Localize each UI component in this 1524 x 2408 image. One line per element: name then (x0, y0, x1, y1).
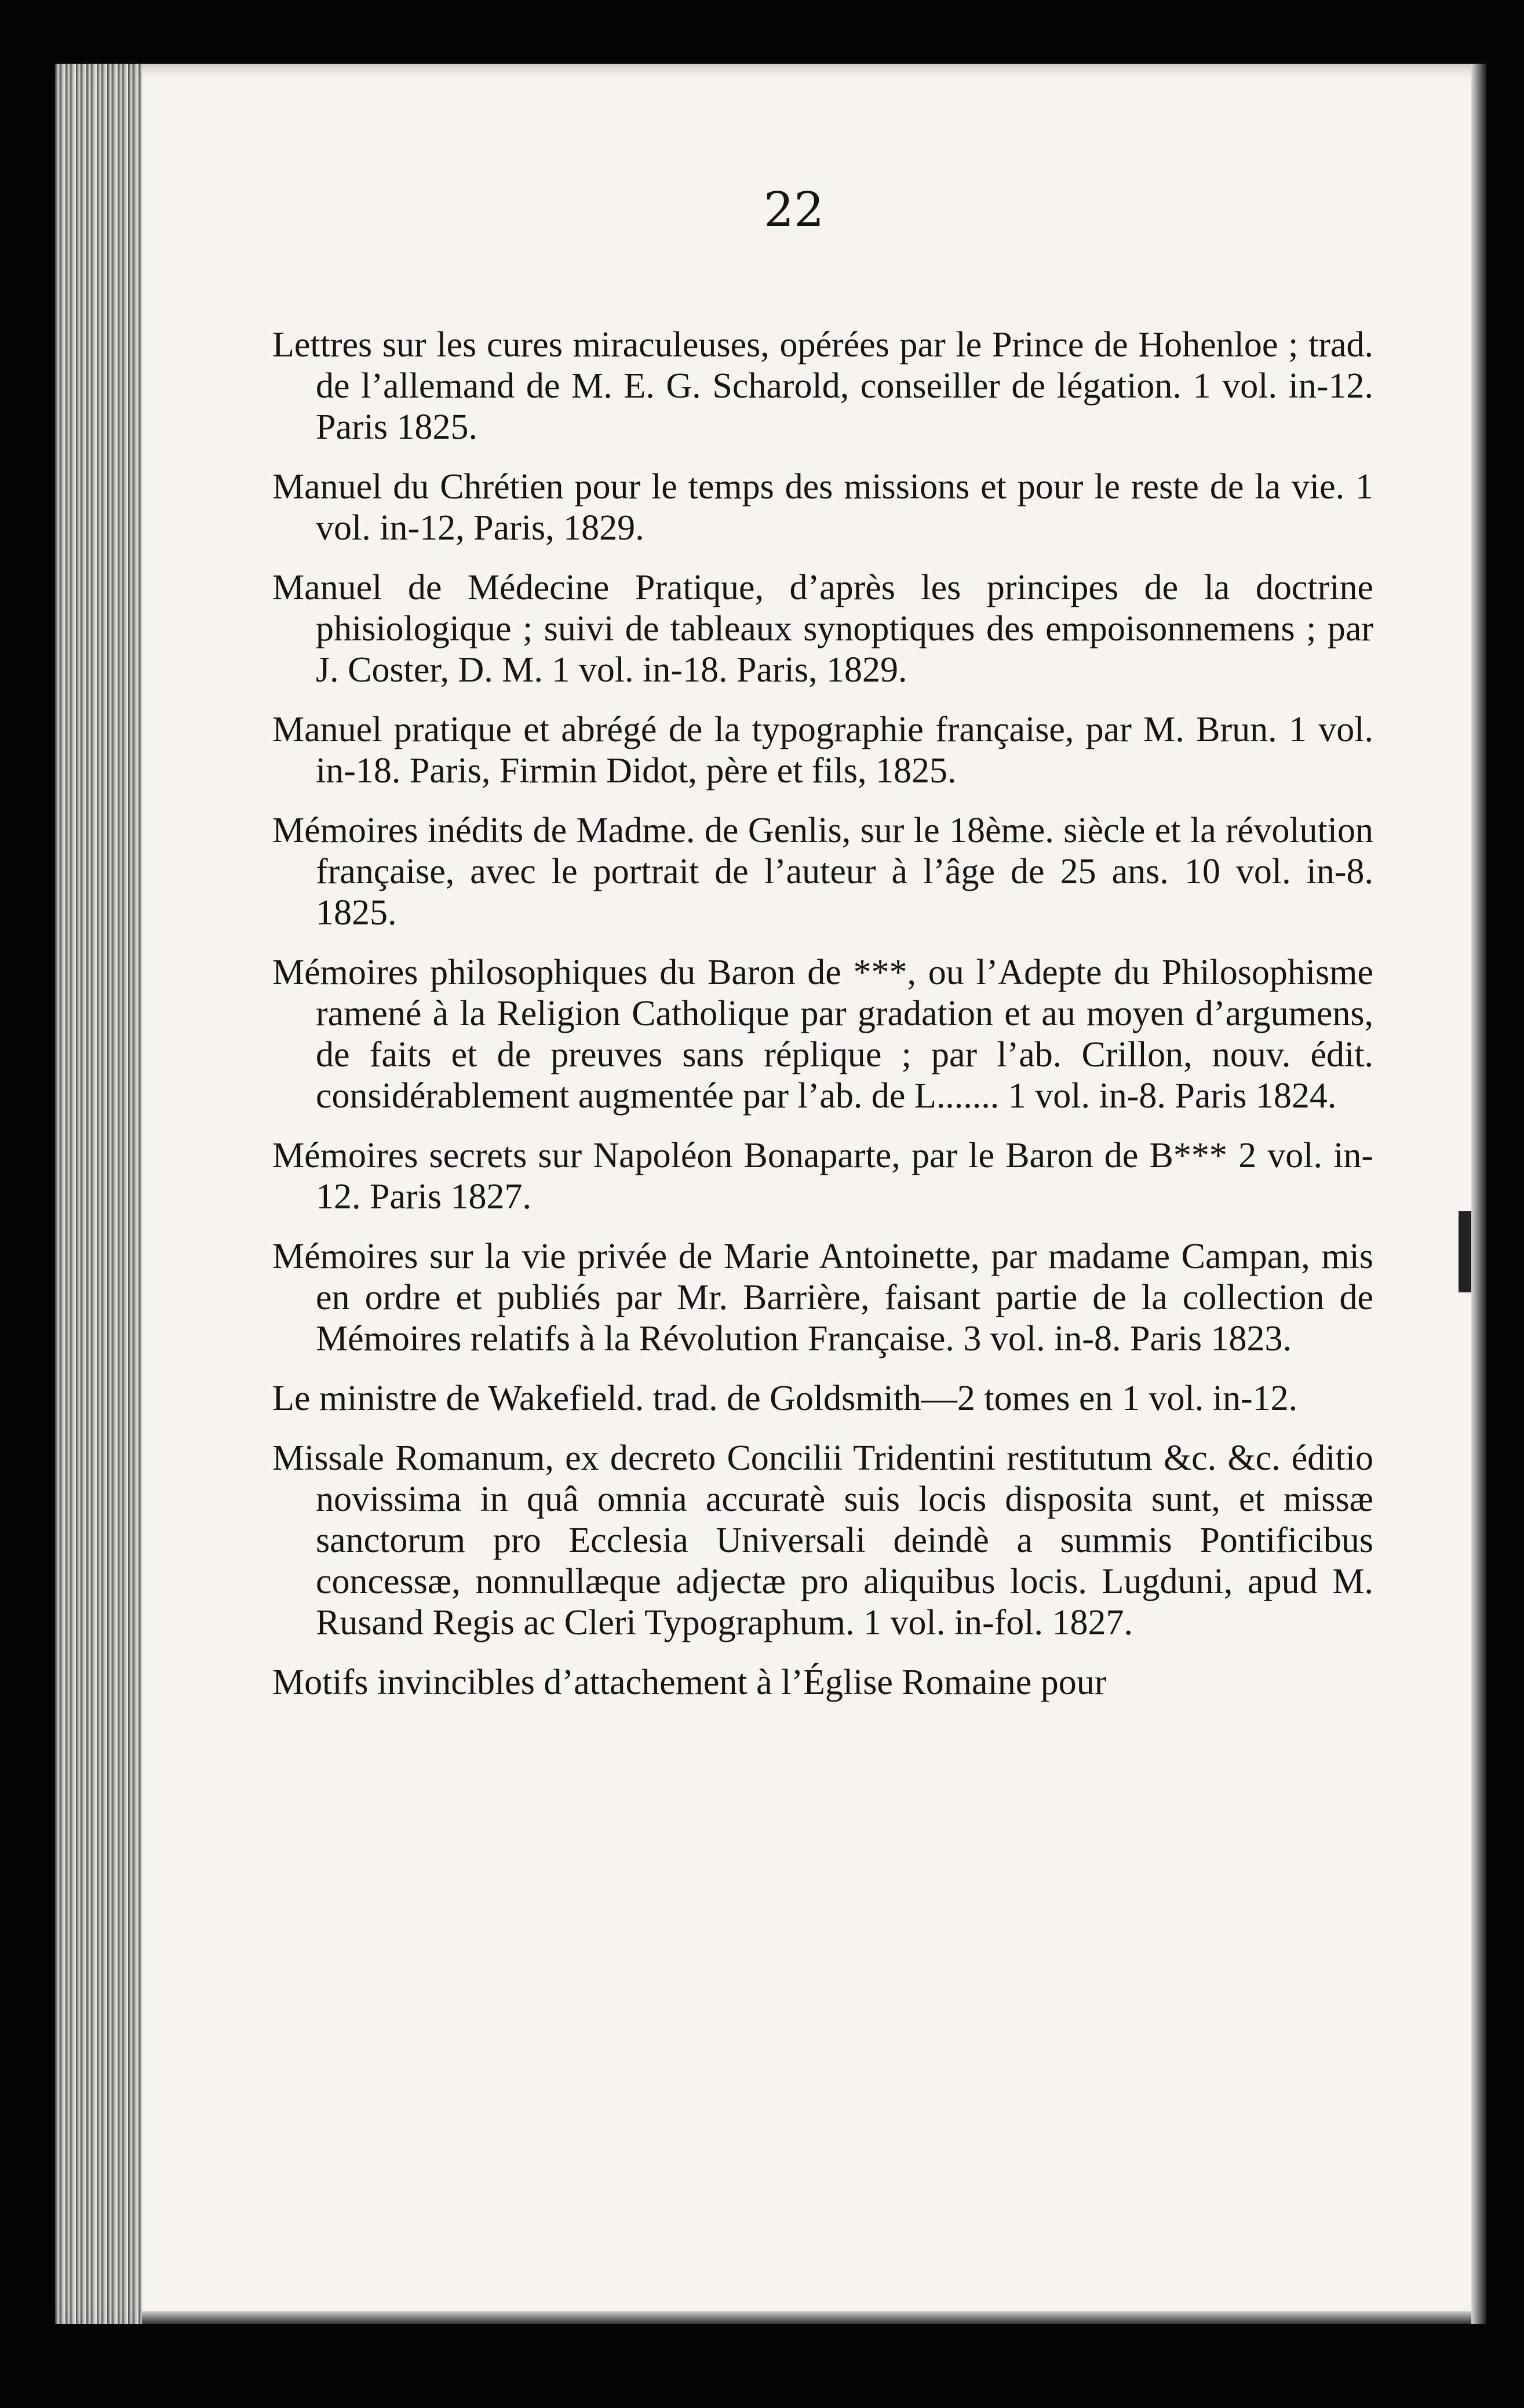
catalog-entry-memoires-philosophiques: Mémoires philosophiques du Baron de ***, ou l’Adepte du Philosophisme ramené à la Religion Catholique par gradation et au moyen d’argumens, de faits et de preuves sans réplique ; par l’ab. Crillon, nouv. édit. considérablement augmentée par l’ab. de L....... 1 vol. in-8. Paris 1824. (272, 953, 1373, 1116)
catalog-entry-manuel-typographie: Manuel pratique et abrégé de la typographie française, par M. Brun. 1 vol. in-18. Paris, Firmin Didot, père et fils, 1825. (272, 710, 1373, 790)
catalog-entry-list (272, 325, 1373, 1722)
catalog-entry-manuel-chretien: Manuel du Chrétien pour le temps des missions et pour le reste de la vie. 1 vol. in-12, Paris, 1829. (272, 467, 1373, 548)
binding-edge (55, 64, 142, 2324)
page-bottom-edge (142, 2311, 1471, 2324)
catalog-entry-lettres: Lettres sur les cures miraculeuses, opérées par le Prince de Hohenloe ; trad. de l’allemand de M. E. G. Scharold, conseiller de légation. 1 vol. in-12. Paris 1825. (272, 325, 1373, 447)
page-number: 22 (764, 183, 825, 238)
catalog-entry-memoires-genlis: Mémoires inédits de Madme. de Genlis, sur le 18ème. siècle et la révolution française, avec le portrait de l’auteur à l’âge de 25 ans. 10 vol. in-8. 1825. (272, 811, 1373, 932)
catalog-entry-motifs-invincibles: Motifs invincibles d’attachement à l’Église Romaine pour (272, 1663, 1107, 1702)
page-right-edge (1471, 64, 1486, 2324)
catalog-entry-memoires-napoleon: Mémoires secrets sur Napoléon Bonaparte, par le Baron de B*** 2 vol. in-12. Paris 1827. (272, 1136, 1373, 1216)
catalog-entry-missale-romanum: Missale Romanum, ex decreto Concilii Tridentini restitutum &c. &c. éditio novissima in quâ omnia accuratè suis locis disposita sunt, et missæ sanctorum pro Ecclesia Universali deindè a summis Pontificibus concessæ, nonnullæque adjectæ pro aliquibus locis. Lugduni, apud M. Rusand Regis ac Cleri Typographum. 1 vol. in-fol. 1827. (272, 1438, 1373, 1642)
edge-mark (1459, 1211, 1471, 1292)
catalog-entry-memoires-antoinette: Mémoires sur la vie privée de Marie Antoinette, par madame Campan, mis en ordre et publiés par Mr. Barrière, faisant partie de la collection de Mémoires relatifs à la Révolution Française. 3 vol. in-8. Paris 1823. (272, 1237, 1373, 1358)
catalog-entry-manuel-medecine: Manuel de Médecine Pratique, d’après les principes de la doctrine phisiologique ; suivi de tableaux synoptiques des empoisonnemens ; par J. Coster, D. M. 1 vol. in-18. Paris, 1829. (272, 568, 1373, 690)
catalog-entry-ministre-wakefield: Le ministre de Wakefield. trad. de Goldsmith—2 tomes en 1 vol. in-12. (272, 1379, 1298, 1418)
